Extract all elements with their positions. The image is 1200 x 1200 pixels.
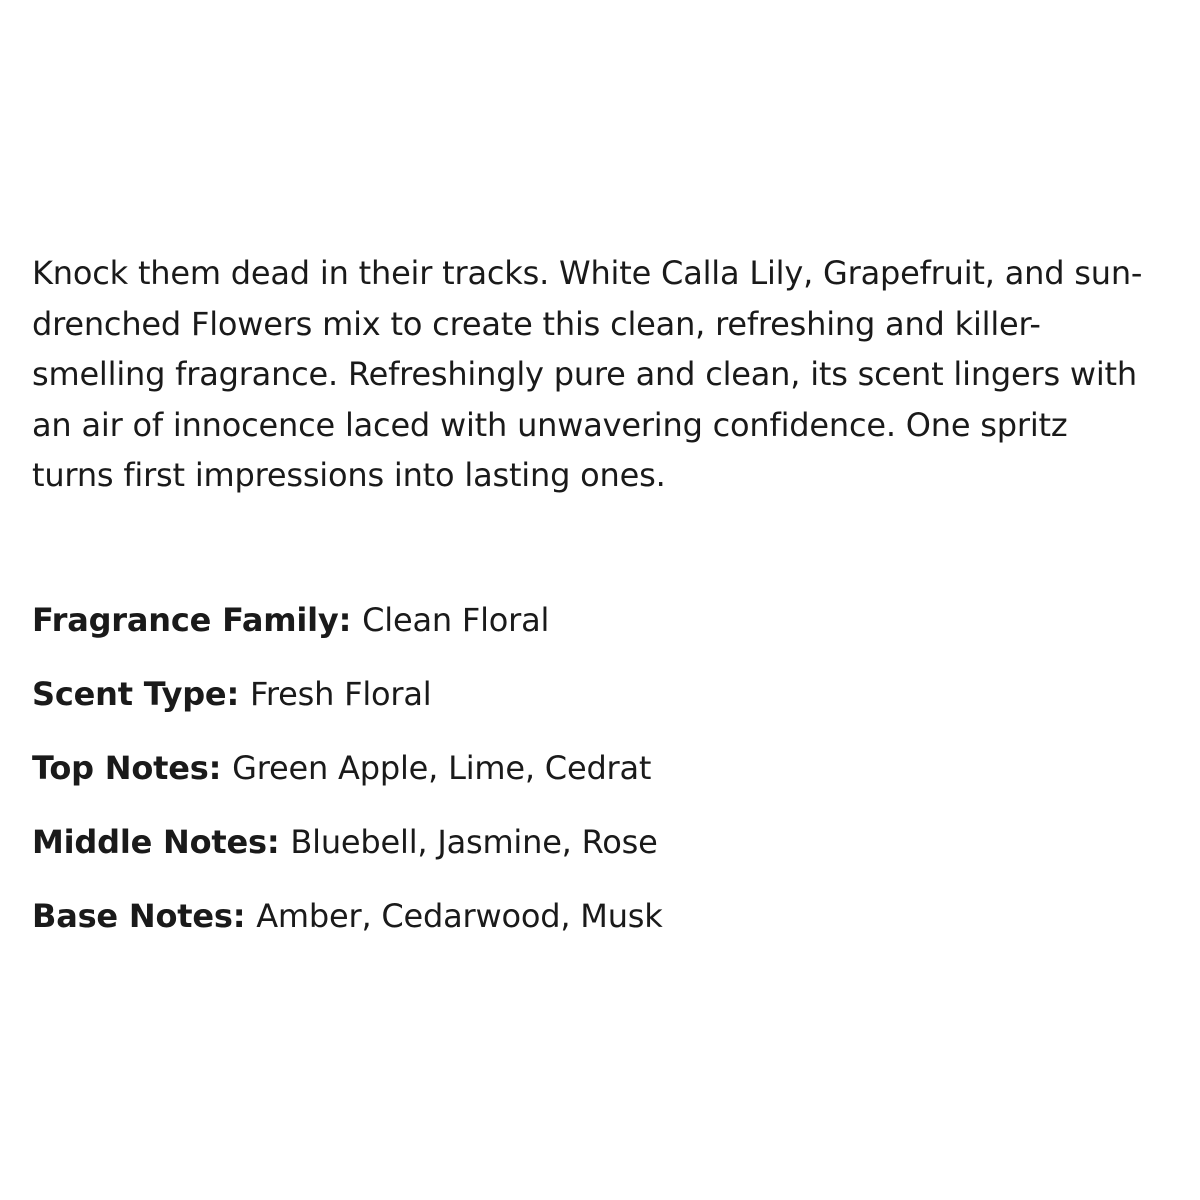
description-line: an air of innocence laced with unwavering confidence. One spritz [32,405,1068,444]
base-notes-value: Amber, Cedarwood, Musk [256,897,663,935]
base-notes-row [32,893,1132,939]
fragrance-family-value: Clean Floral [362,601,550,639]
product-description [32,248,1172,501]
middle-notes-row [32,819,1132,865]
scent-type-label: Scent Type: [32,675,250,713]
top-notes-value: Green Apple, Lime, Cedrat [232,749,652,787]
top-notes-label: Top Notes: [32,749,233,787]
middle-notes-value: Bluebell, Jasmine, Rose [290,823,658,861]
description-line: smelling fragrance. Refreshingly pure and clean, its scent lingers with [32,355,1137,393]
fragrance-family-row [32,597,1132,643]
scent-type-row [32,671,1132,717]
scent-type-value: Fresh Floral [249,675,432,713]
description-line: drenched Flowers mix to create this clean, refreshing and killer- [32,304,1041,343]
base-notes-label: Base Notes: [32,897,257,935]
description-line: turns first impressions into lasting ones. [32,456,666,494]
fragrance-notes-list [32,597,1132,967]
middle-notes-label: Middle Notes: [32,823,291,861]
fragrance-family-label: Fragrance Family: [32,601,363,639]
description-line: Knock them dead in their tracks. White Calla Lily, Grapefruit, and sun- [32,254,1143,292]
top-notes-row [32,745,1132,791]
